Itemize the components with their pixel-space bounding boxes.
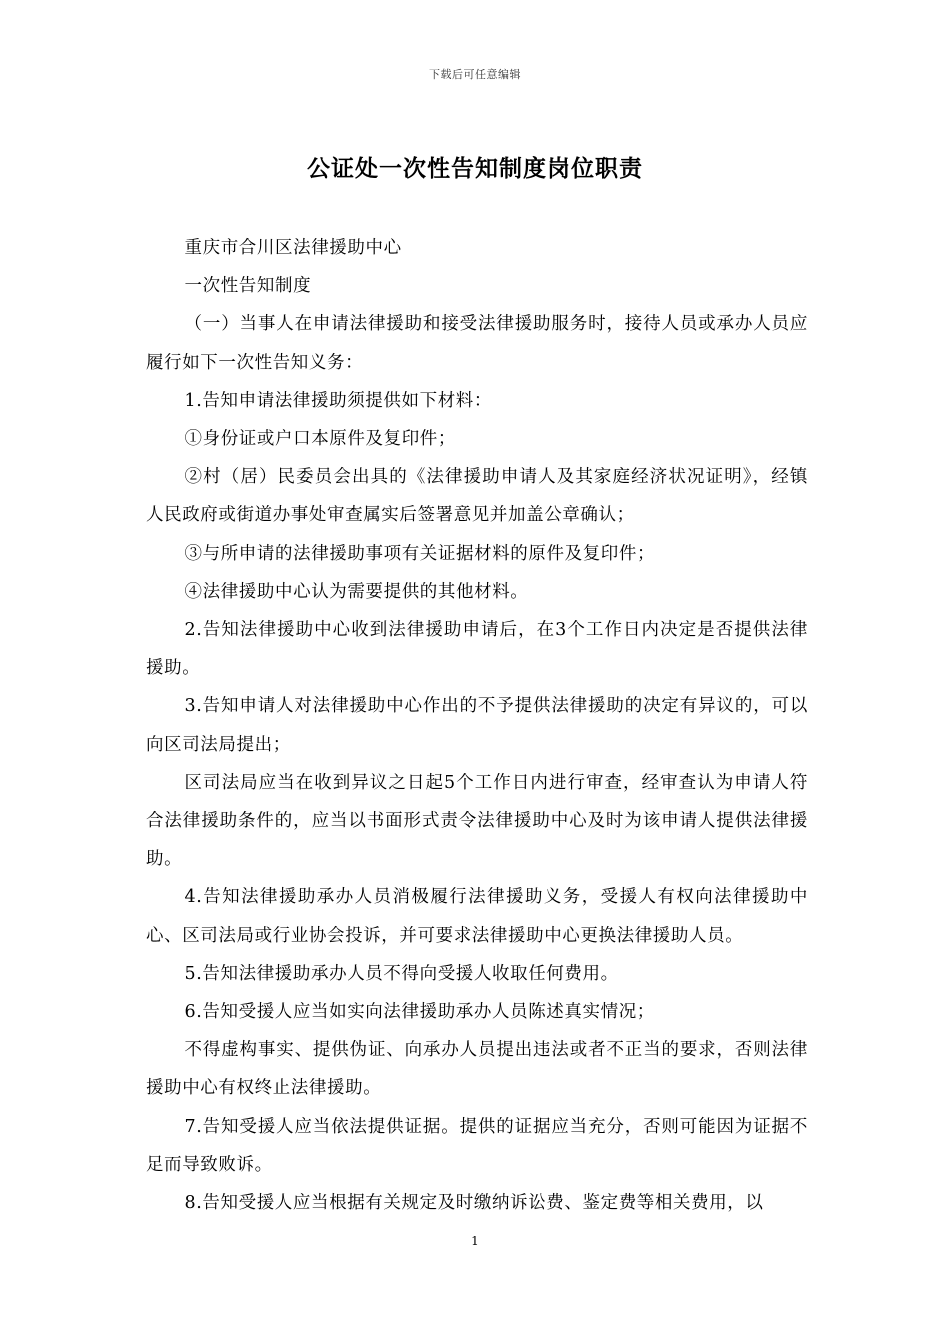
header-note: 下载后可任意编辑 xyxy=(429,68,521,81)
page-number: 1 xyxy=(471,1234,479,1248)
paragraph-notice-8: 8.告知受援人应当根据有关规定及时缴纳诉讼费、鉴定费等相关费用，以 xyxy=(184,1193,764,1214)
paragraph-notice-2: 2.告知法律援助中心收到法律援助申请后，在3个工作日内决定是否提供法律援助。 xyxy=(146,620,808,679)
document-title: 公证处一次性告知制度岗位职责 xyxy=(307,155,643,182)
paragraph-notice-5: 5.告知法律援助承办人员不得向受援人收取任何费用。 xyxy=(184,963,619,984)
paragraph-material-4: ④法律援助中心认为需要提供的其他材料。 xyxy=(184,581,529,602)
paragraph-notice-3-detail: 区司法局应当在收到异议之日起5个工作日内进行审查，经审查认为申请人符合法律援助条件的，应当以书面形式责令法律援助中心及时为该申请人提供法律援助。 xyxy=(146,772,808,870)
paragraph-item-materials: 1.告知申请法律援助须提供如下材料： xyxy=(184,390,492,411)
paragraph-material-1: ①身份证或户口本原件及复印件； xyxy=(184,429,456,450)
paragraph-org-name: 重庆市合川区法律援助中心 xyxy=(184,238,402,258)
paragraph-notice-3: 3.告知申请人对法律援助中心作出的不予提供法律援助的决定有异议的，可以向区司法局提出； xyxy=(146,696,808,755)
paragraph-notice-4: 4.告知法律援助承办人员消极履行法律援助义务，受援人有权向法律援助中心、区司法局或行业协会投诉，并可要求法律援助中心更换法律援助人员。 xyxy=(146,887,808,946)
paragraph-item-1: （一）当事人在申请法律援助和接受法律援助服务时，接待人员或承办人员应履行如下一次性告知义务： xyxy=(146,314,808,373)
document-body xyxy=(146,229,808,1222)
paragraph-notice-6-detail: 不得虚构事实、提供伪证、向承办人员提出违法或者不正当的要求，否则法律援助中心有权终止法律援助。 xyxy=(146,1040,808,1099)
paragraph-material-2: ②村（居）民委员会出具的《法律援助申请人及其家庭经济状况证明》，经镇人民政府或街道办事处审查属实后签署意见并加盖公章确认； xyxy=(146,467,808,526)
paragraph-notice-7: 7.告知受援人应当依法提供证据。提供的证据应当充分，否则可能因为证据不足而导致败诉。 xyxy=(146,1116,808,1175)
paragraph-material-3: ③与所申请的法律援助事项有关证据材料的原件及复印件； xyxy=(184,543,656,564)
paragraph-notice-6: 6.告知受援人应当如实向法律援助承办人员陈述真实情况； xyxy=(184,1002,655,1023)
paragraph-section-title: 一次性告知制度 xyxy=(184,276,312,297)
